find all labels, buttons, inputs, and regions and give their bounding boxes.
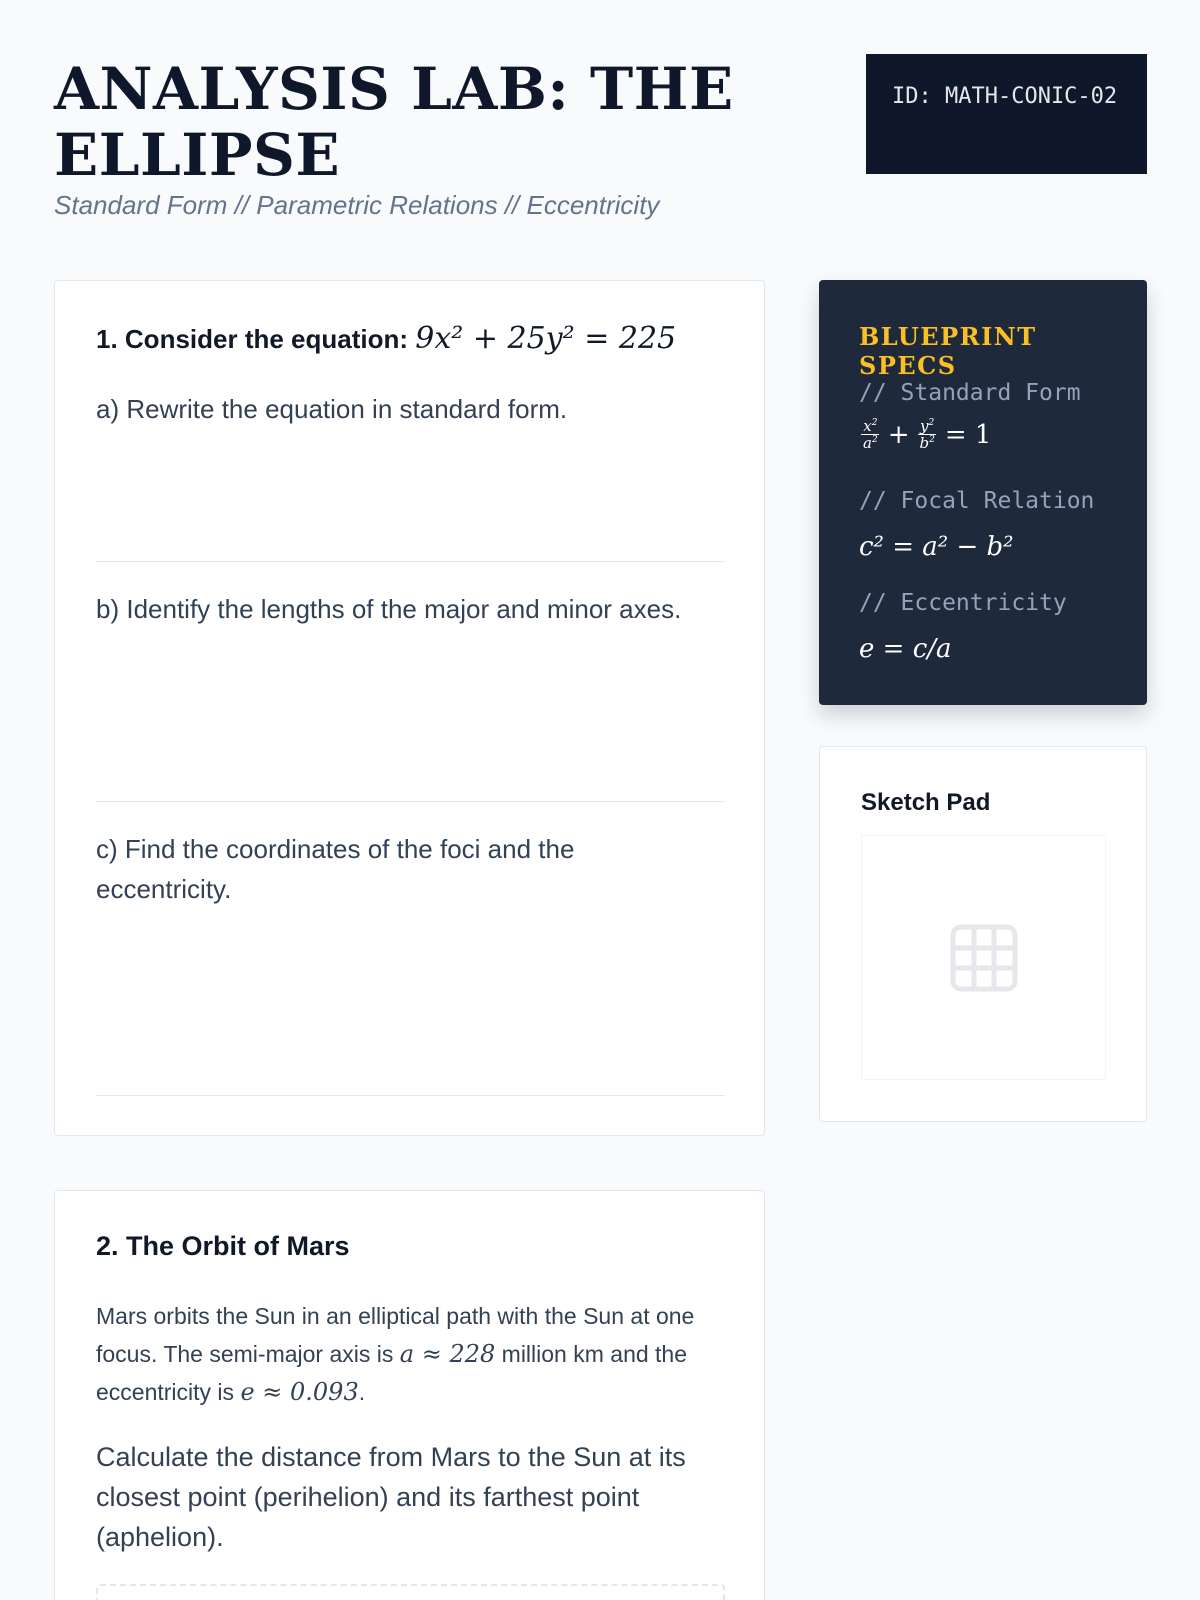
blueprint-title: BLUEPRINT SPECS	[859, 322, 1037, 380]
answer-box[interactable]	[96, 1584, 725, 1600]
answer-divider	[96, 561, 725, 562]
page-subtitle: Standard Form // Parametric Relations // Eccentricity	[54, 190, 660, 220]
eccentricity-value: e ≈ 0.093	[240, 1378, 359, 1406]
question-1-card	[54, 280, 765, 1136]
question-2-heading: 2. The Orbit of Mars	[96, 1231, 350, 1261]
eccentricity-comment: // Eccentricity	[859, 590, 1067, 616]
blueprint-specs-panel	[819, 280, 1147, 705]
focal-relation-comment: // Focal Relation	[859, 488, 1095, 514]
question-2-text: million km and the eccentricity is	[96, 1341, 688, 1405]
question-2-card	[54, 1190, 765, 1600]
question-1-equation: 9x² + 25y² = 225	[415, 321, 677, 356]
eccentricity-formula: e = c/a	[859, 634, 952, 664]
document-id-badge: ID: MATH-CONIC-02	[866, 54, 1147, 174]
standard-form-comment: // Standard Form	[859, 380, 1081, 406]
question-1-label: 1. Consider the equation:	[96, 324, 409, 354]
question-2-text: .	[358, 1379, 366, 1405]
question-1-heading	[96, 319, 723, 359]
answer-divider	[96, 1095, 725, 1096]
standard-form-formula: $\frac{x^2}{a^2}$ + $\frac{y^2}{b^2}$ = 1	[863, 417, 992, 452]
question-1-part-b: b) Identify the lengths of the major and minor axes.	[96, 594, 682, 624]
focal-relation-formula: c² = a² − b²	[859, 532, 1014, 562]
question-2-description	[96, 1297, 726, 1411]
question-1-part-a: a) Rewrite the equation in standard form.	[96, 394, 568, 424]
sketch-pad-card	[819, 746, 1147, 1122]
answer-divider	[96, 801, 725, 802]
grid-icon	[950, 924, 1018, 992]
page-title: ANALYSIS LAB: THE ELLIPSE	[54, 55, 734, 189]
question-1-part-c: c) Find the coordinates of the foci and the eccentricity.	[96, 834, 575, 904]
sketch-pad-canvas[interactable]	[861, 835, 1106, 1080]
question-2-text: Mars orbits the Sun in an elliptical path with the Sun at one focus. The semi-major axis is	[96, 1303, 695, 1367]
semi-major-axis-value: a ≈ 228	[399, 1340, 496, 1368]
question-2-task: Calculate the distance from Mars to the Sun at its closest point (perihelion) and its farthest point (aphelion).	[96, 1442, 686, 1552]
sketch-pad-title: Sketch Pad	[861, 789, 991, 816]
